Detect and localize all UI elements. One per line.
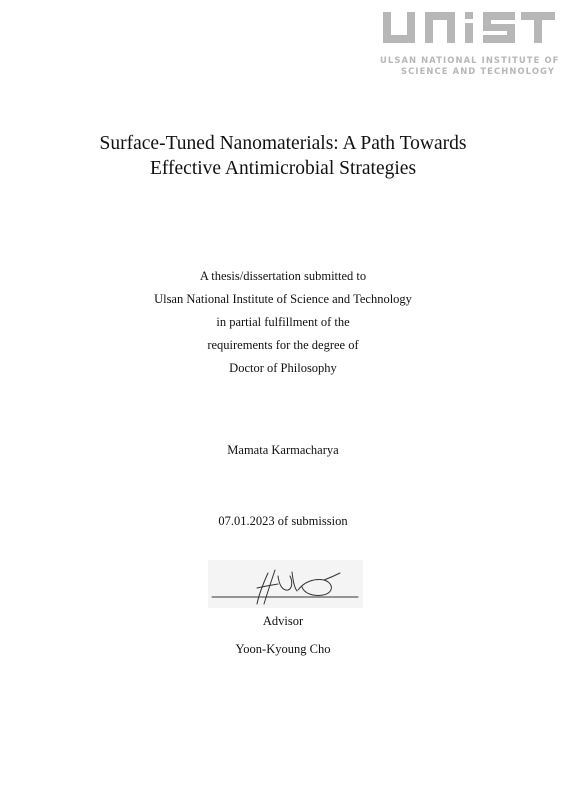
advisor-signature [208,560,363,608]
thesis-title [0,131,566,181]
statement-line: A thesis/dissertation submitted to [199,269,367,283]
logo-subtitle-line2: SCIENCE AND TECHNOLOGY [401,66,555,76]
statement-line: requirements for the degree of [207,338,359,352]
advisor-name: Yoon-Kyoung Cho [235,642,331,656]
statement-line: Doctor of Philosophy [229,361,337,375]
statement-line: in partial fulfillment of the [216,315,350,329]
logo-subtitle-line1: ULSAN NATIONAL INSTITUTE OF [380,55,560,65]
thesis-title-line2: Effective Antimicrobial Strategies [149,158,417,179]
thesis-title-line1: Surface-Tuned Nanomaterials: A Path Towards [99,133,467,154]
advisor-label: Advisor [262,614,304,628]
unist-logo [380,8,558,82]
statement-line: Ulsan National Institute of Science and Technology [154,292,412,306]
submission-statement [0,265,566,380]
submission-date: 07.01.2023 of submission [218,514,348,528]
signature-icon [208,560,363,608]
author-name: Mamata Karmacharya [227,443,339,457]
unist-wordmark-icon [380,8,558,48]
